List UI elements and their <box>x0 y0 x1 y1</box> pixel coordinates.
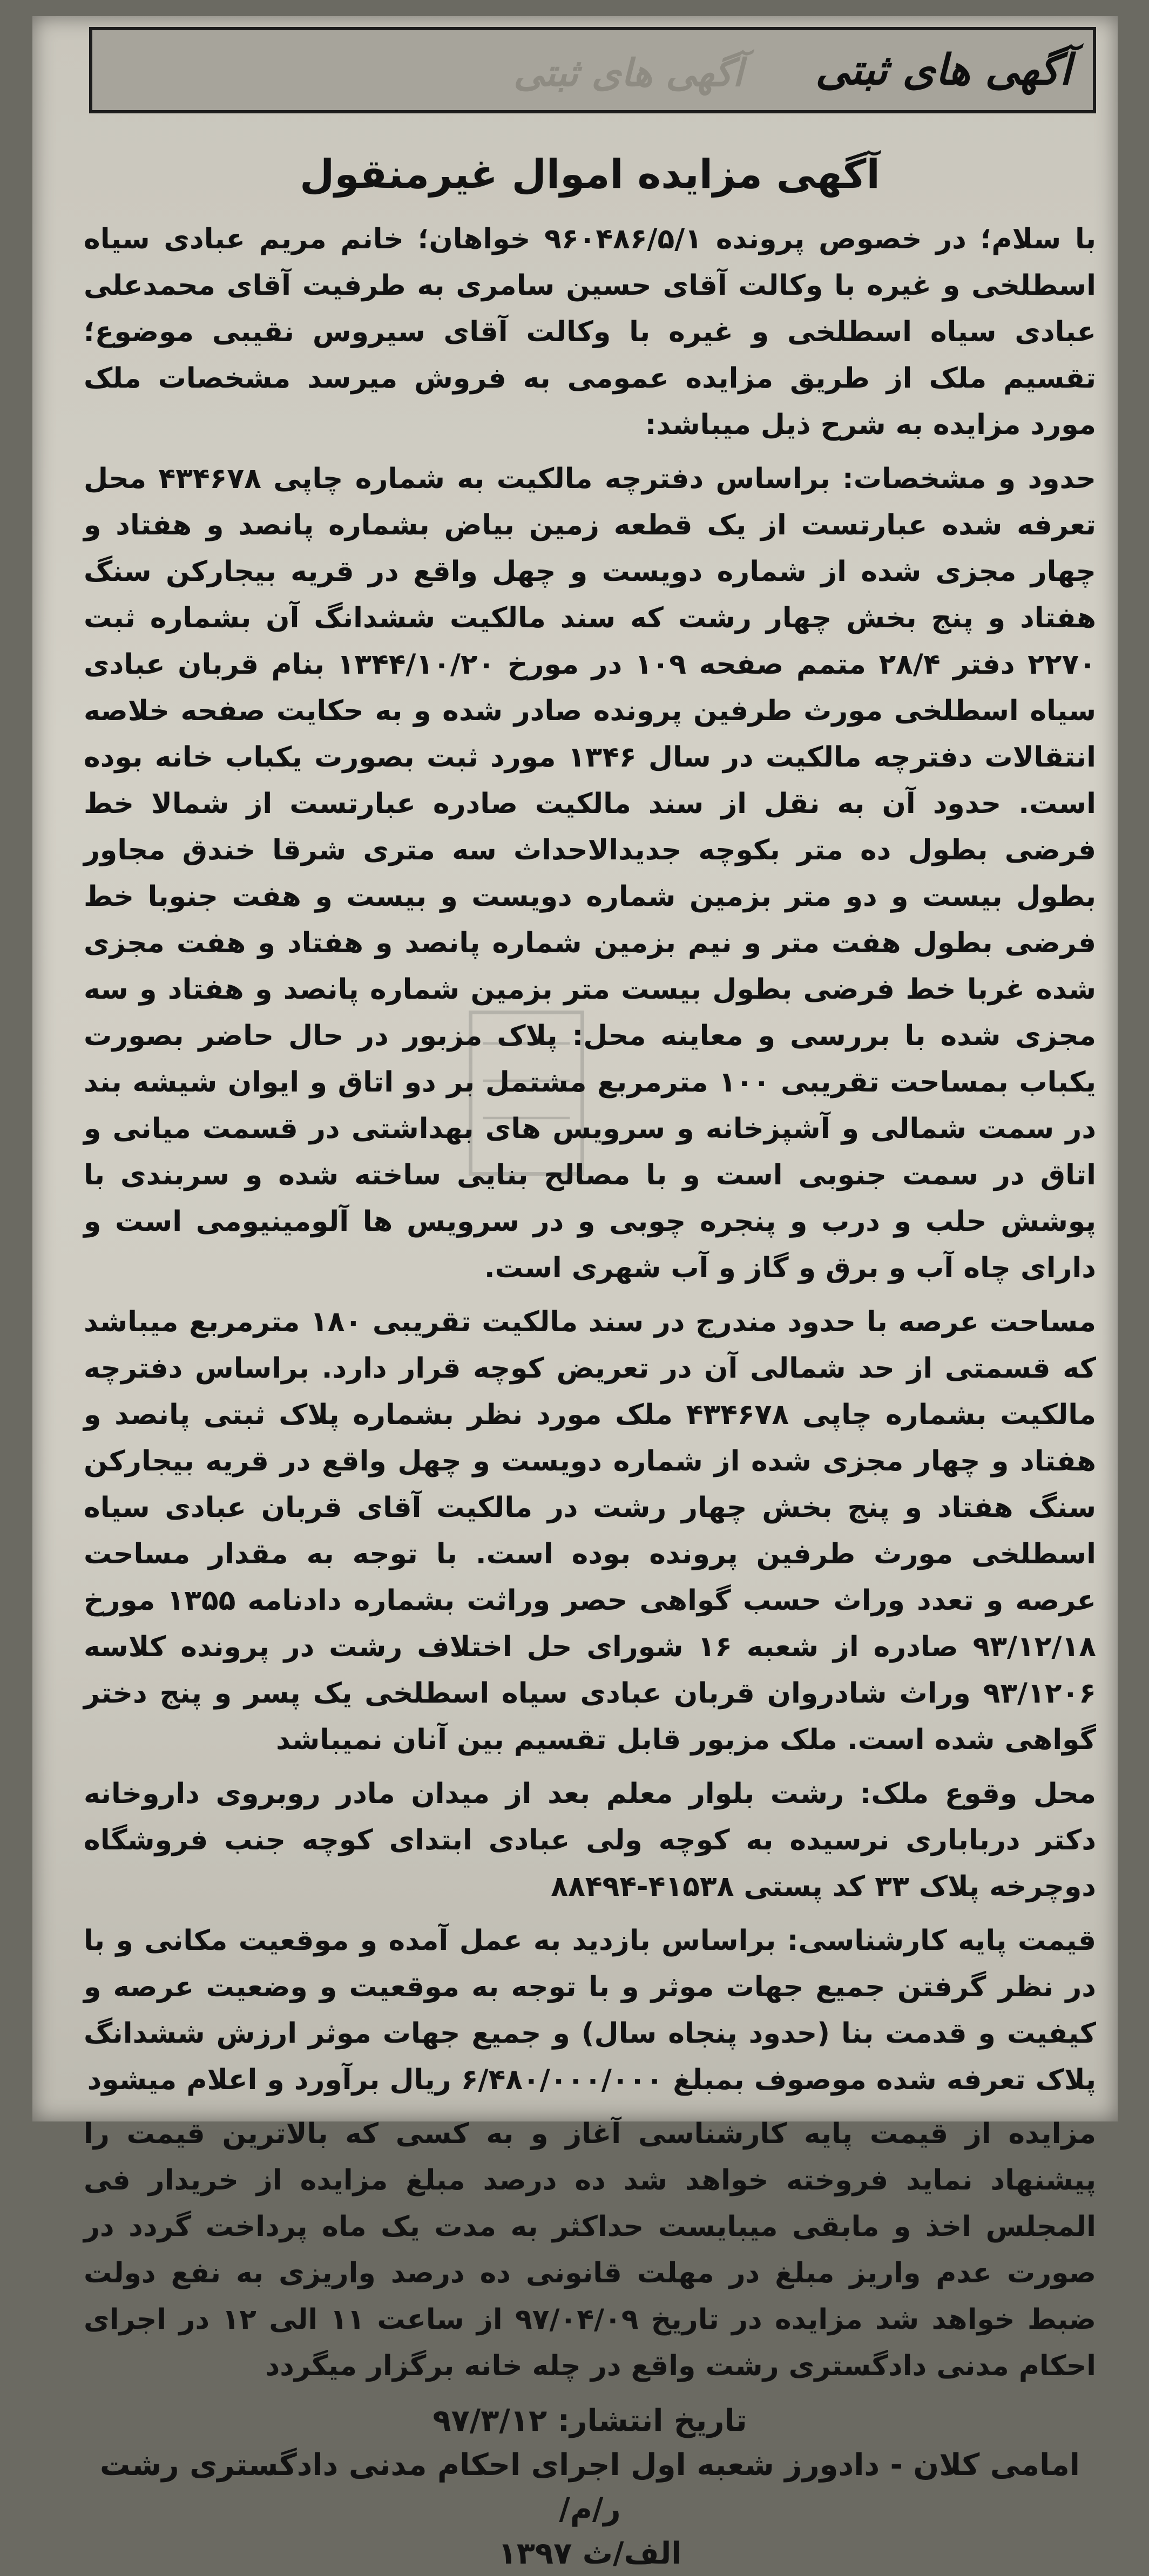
section-header <box>89 27 1096 113</box>
publish-date: تاریخ انتشار: ۹۷/۳/۱۲ <box>432 2403 747 2438</box>
notice-paragraph-boundaries: حدود و مشخصات: براساس دفترچه مالکیت به شماره چاپی ۴۳۴۶۷۸ محل تعرفه شده عبارتست از یک قطعه زمین بیاض بشماره پانصد و هفتاد و چهار مجزی شده از شماره دویست و چهل واقع در قریه بیجارکن سنگ هفتاد و پنج بخش چهار رشت که سند مالکیت ششدانگ آن بشماره ثبت ۲۲۷۰ دفتر ۲۸/۴ متمم صفحه ۱۰۹ در مورخ ۱۳۴۴/۱۰/۲۰ بنام قربان عبادی سیاه اسطلخی مورث طرفین پرونده صادر شده و به حکایت صفحه خلاصه انتقالات دفترچه مالکیت در سال ۱۳۴۶ مورد ثبت بصورت یکباب خانه بوده است. حدود آن به نقل از سند مالکیت صادره عبارتست از شمالا خط فرضی بطول ده متر بکوچه جدیدالاحداث سه متری شرقا خندق مجاور بطول بیست و دو متر بزمین شماره دویست و بیست و هفت جنوبا خط فرضی بطول هفت متر و نیم بزمین شماره پانصد و هفتاد و هفت مجزی شده غربا خط فرضی بطول بیست متر بزمین شماره پانصد و هفتاد و سه مجزی شده با بررسی و معاینه محل: پلاک مزبور در حال حاضر بصورت یکباب بمساحت تقریبی ۱۰۰ مترمربع مشتمل بر دو اتاق و ایوان شیشه بند در سمت شمالی و آشپزخانه و سرویس های بهداشتی در قسمت میانی و اتاق در سمت جنوبی است و با مصالح بنایی ساخته شده و سربندی با پوشش حلب و درب و پنجره چوبی و در سرویس ها آلومینیومی است و دارای چاه آب و برق و گاز و آب شهری است. <box>84 463 1097 1284</box>
notice-paragraph-auction-terms: مزایده از قیمت پایه کارشناسی آغاز و به کسی که بالاترین قیمت را پیشنهاد نماید فروخته خواهد شد ده درصد مبلغ مزایده از خریدار فی المجلس اخذ و مابقی میبایست حداکثر به مدت یک ماه پرداخت گردد در صورت عدم واریز مبلغ در مهلت قانونی ده درصد واریزی به نفع دولت ضبط خواهد شد مزایده در تاریخ ۹۷/۰۴/۰۹ از ساعت ۱۱ الی ۱۲ در اجرای احکام مدنی دادگستری رشت واقع در چله خانه برگزار میگردد <box>84 2118 1096 2382</box>
signature-line: امامی کلان - دادورز شعبه اول اجرای احکام مدنی دادگستری رشت ر/م/ <box>100 2448 1080 2527</box>
stamp-watermark-icon <box>464 1004 589 1182</box>
notice-body <box>84 130 1097 2571</box>
notice-paragraph-intro: با سلام؛ در خصوص پرونده ۹۶۰۴۸۶/۵/۱ خواهان؛ خانم مریم عبادی سیاه اسطلخی و غیره با وکالت آقای حسین سامری به طرفیت آقای محمدعلی عبادی سیاه اسطلخی و غیره با وکالت آقای سیروس نقیبی موضوع؛ تقسیم ملک از طریق مزایده عمومی به فروش میرسد مشخصات ملک مورد مزایده به شرح ذیل میباشد: <box>84 223 1097 441</box>
notice-code: الف/ث ۱۳۹۷ <box>498 2536 682 2571</box>
section-title-ghost: آگهی های ثبتی <box>513 51 744 95</box>
notice-paragraph-price: قیمت پایه کارشناسی: براساس بازدید به عمل آمده و موقعیت مکانی و با در نظر گرفتن جمیع جهات موثر و با توجه به موقعیت و وضعیت عرصه و کیفیت و قدمت بنا (حدود پنجاه سال) و جمیع جهات موثر ارزش ششدانگ پلاک تعرفه شده موصوف بمبلغ ۶/۴۸۰/۰۰۰/۰۰۰ ریال برآورد و اعلام میشود <box>84 1924 1096 2096</box>
notice-paragraph-location: محل وقوع ملک: رشت بلوار معلم بعد از میدان مادر روبروی داروخانه دکتر درباباری نرسیده به کوچه ولی عبادی ابتدای کوچه جنب فروشگاه دوچرخه پلاک ۳۳ کد پستی ۴۱۵۳۸-۸۸۴۹۴ <box>84 1778 1096 1903</box>
notice-paragraph-area: مساحت عرصه با حدود مندرج در سند مالکیت تقریبی ۱۸۰ مترمربع میباشد که قسمتی از حد شمالی آن در تعریض کوچه قرار دارد. براساس دفترچه مالکیت بشماره چاپی ۴۳۴۶۷۸ ملک مورد نظر بشماره پلاک ثبتی پانصد و هفتاد و چهار مجزی شده از شماره دویست و چهل واقع در قریه بیجارکن سنگ هفتاد و پنج بخش چهار رشت در مالکیت آقای قربان عبادی سیاه اسطلخی مورث طرفین پرونده بوده است. با توجه به مقدار مساحت عرصه و تعدد وراث حسب گواهی حصر وراثت بشماره دادنامه ۱۳۵۵ مورخ ۹۳/۱۲/۱۸ صادره از شعبه ۱۶ شورای حل اختلاف رشت در پرونده کلاسه ۹۳/۱۲۰۶ وراث شادروان قربان عبادی سیاه اسطلخی یک پسر و پنج دختر گواهی شده است. ملک مزبور قابل تقسیم بین آنان نمیباشد <box>84 1306 1096 1756</box>
newspaper-page <box>32 16 1118 2571</box>
notice-headline: آگهی مزایده اموال غیرمنقول <box>300 151 880 198</box>
section-title: آگهی های ثبتی <box>815 46 1071 94</box>
